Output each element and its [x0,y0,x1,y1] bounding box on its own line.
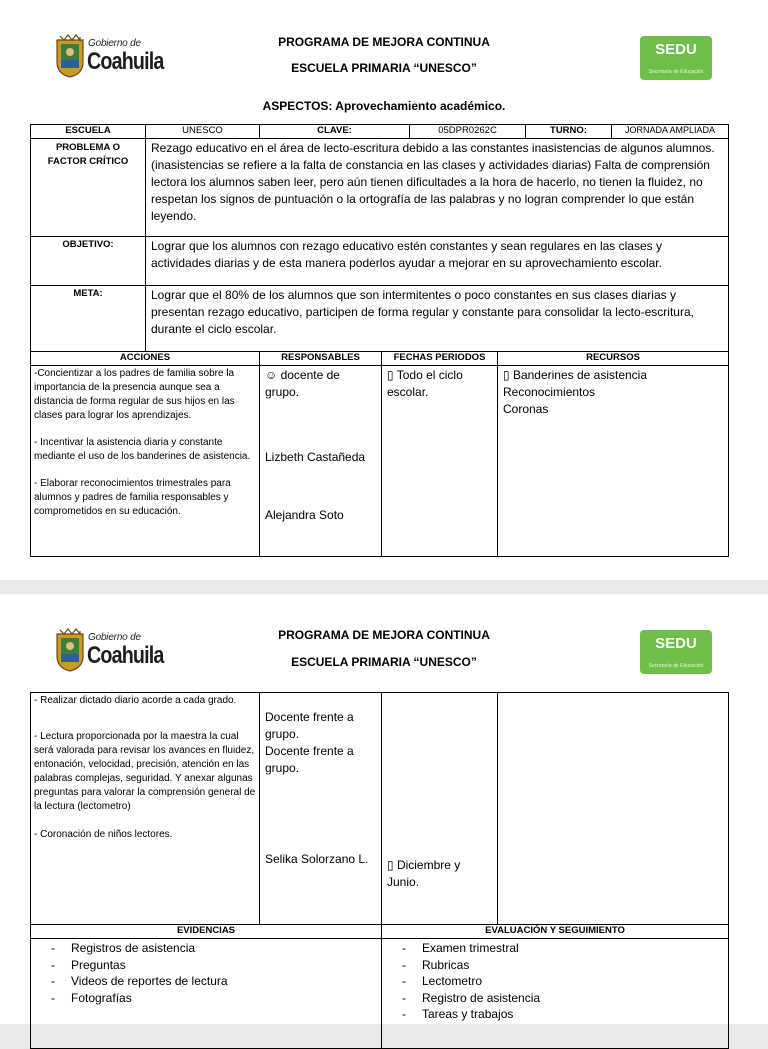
actions-continued-row [31,693,729,925]
school-title: ESCUELA PRIMARIA “UNESCO” [291,61,477,75]
clave-value: 05DPR0262C [410,125,526,139]
evidence-cell [31,939,382,1049]
sedu-logo-subtitle: Secretaría de Educación [648,69,704,75]
responsible-item: Lizbeth Castañeda [265,450,366,464]
resource-item: ▯ Banderines de asistencia [503,368,648,382]
problem-text: Rezago educativo en el área de lecto-escritura debido a las constantes inasistencias de algunos alumnos. (inasistencias se refiere a la falta de constancia en las clases y actividades diarias) Falta de comprensión lectora los alumnos saben leer, pero aún tienen dificultades a la hora de hacerlo, no tienen la fluidez, no respetan los signos de puntuación o la ortografía de las palabras y no logran comprender lo que están leyendo. [146,139,729,237]
document-page-2 [0,594,768,1024]
evidence-item: - Videos de reportes de lectura [51,973,381,990]
evaluation-header: EVALUACIÓN Y SEGUIMIENTO [382,925,729,939]
responsible-item: ☺ docente de grupo. [265,368,340,399]
action-item: - Realizar dictado diario acorde a cada grado. [34,695,237,706]
page-gap [0,580,768,594]
recursos-cell [498,693,729,925]
objective-row [31,237,729,286]
school-info-row [31,125,729,139]
actions-header-row [31,352,729,366]
actions-row [31,366,729,557]
evaluation-item: - Rubricas [402,957,728,974]
evaluation-item: - Examen trimestral [402,940,728,957]
action-item: - Incentivar la asistencia diaria y constante mediante el uso de los banderines de asistencia. [34,437,251,462]
school-value: UNESCO [146,125,260,139]
logo-small-text: Gobierno de [88,38,141,49]
action-item: -Concientizar a los padres de familia sobre la importancia de la presencia aunque sea a distancia de forma regular de sus hijos en las clases para lograr los aprendizajes. [34,368,235,421]
sedu-logo-subtitle: Secretaría de Educación [648,663,704,669]
clave-label: CLAVE: [260,125,410,139]
evidence-item: - Registros de asistencia [51,940,381,957]
turno-label: TURNO: [526,125,612,139]
fechas-cell [382,693,498,925]
date-item: ▯ Todo el ciclo escolar. [387,368,463,399]
resource-item: Reconocimientos [503,385,596,399]
objective-label: OBJETIVO: [31,237,146,286]
program-title: PROGRAMA DE MEJORA CONTINUA [278,628,490,642]
recursos-cell [498,366,729,557]
evaluation-item: - Lectometro [402,973,728,990]
school-title: ESCUELA PRIMARIA “UNESCO” [291,655,477,669]
evidence-item: - Fotografías [51,990,381,1007]
goal-text: Lograr que el 80% de los alumnos que son intermitentes o poco constantes en sus clases diarias y presentan rezago educativo, participen de forma regular y constante para consolidar la lecto-escritura, durante el ciclo escolar. [146,286,729,352]
turno-value: JORNADA AMPLIADA [612,125,729,139]
info-table [30,124,729,352]
responsible-item: Docente frente a grupo. [265,744,354,775]
actions-header: ACCIONES [31,352,260,366]
objective-text: Lograr que los alumnos con rezago educativo estén constantes y sean regulares en las clases y actividades diarias y de esta manera poderlos ayudar a mejorar en su aprovechamiento escolar. [146,237,729,286]
date-item: ▯ Diciembre y Junio. [387,858,461,889]
aspects-title: ASPECTOS: Aprovechamiento académico. [262,99,506,113]
evaluation-item: - Registro de asistencia [402,990,728,1007]
actions-cell [31,693,260,925]
resource-item: Coronas [503,402,549,416]
goal-label: META: [31,286,146,352]
actions-cell [31,366,260,557]
responsables-cell [260,366,382,557]
sedu-logo-title: SEDU [655,635,697,652]
evaluation-item: - Tareas y trabajos [402,1006,728,1023]
evaluation-list [382,940,728,1023]
logo-small-text: Gobierno de [88,632,141,643]
logo-state-name: Coahuila [87,642,164,669]
evidence-row [31,939,729,1049]
responsible-item: Selika Solorzano L. [265,852,369,866]
evidence-list [31,940,381,1006]
problem-row [31,139,729,237]
recursos-header: RECURSOS [498,352,729,366]
responsables-cell [260,693,382,925]
responsible-item: Docente frente a grupo. [265,710,354,741]
evidence-header: EVIDENCIAS [31,925,382,939]
program-title: PROGRAMA DE MEJORA CONTINUA [278,35,490,49]
actions-table-page1 [30,351,729,557]
problem-label: PROBLEMA O FACTOR CRÍTICO [31,139,146,237]
evidence-item: - Preguntas [51,957,381,974]
logo-state-name: Coahuila [87,48,164,75]
fechas-cell [382,366,498,557]
school-label: ESCUELA [31,125,146,139]
sedu-logo-title: SEDU [655,41,697,58]
evaluation-cell [382,939,729,1049]
responsible-item: Alejandra Soto [265,508,344,522]
action-item: - Coronación de niños lectores. [34,829,173,840]
actions-table-page2 [30,692,729,1049]
responsables-header: RESPONSABLES [260,352,382,366]
action-item: - Lectura proporcionada por la maestra la cual será valorada para revisar los avances en fluidez, entonación, velocidad, precisión, atención en las palabras complejas, seguridad. Y anexar algunas preguntas para valorar la comprensión general de la lectura (lectometro) [34,731,256,812]
goal-row [31,286,729,352]
evidence-header-row [31,925,729,939]
fechas-header: FECHAS PERIODOS [382,352,498,366]
action-item: - Elaborar reconocimientos trimestrales para alumnos y padres de familia responsables y comprometidos en su educación. [34,478,231,517]
